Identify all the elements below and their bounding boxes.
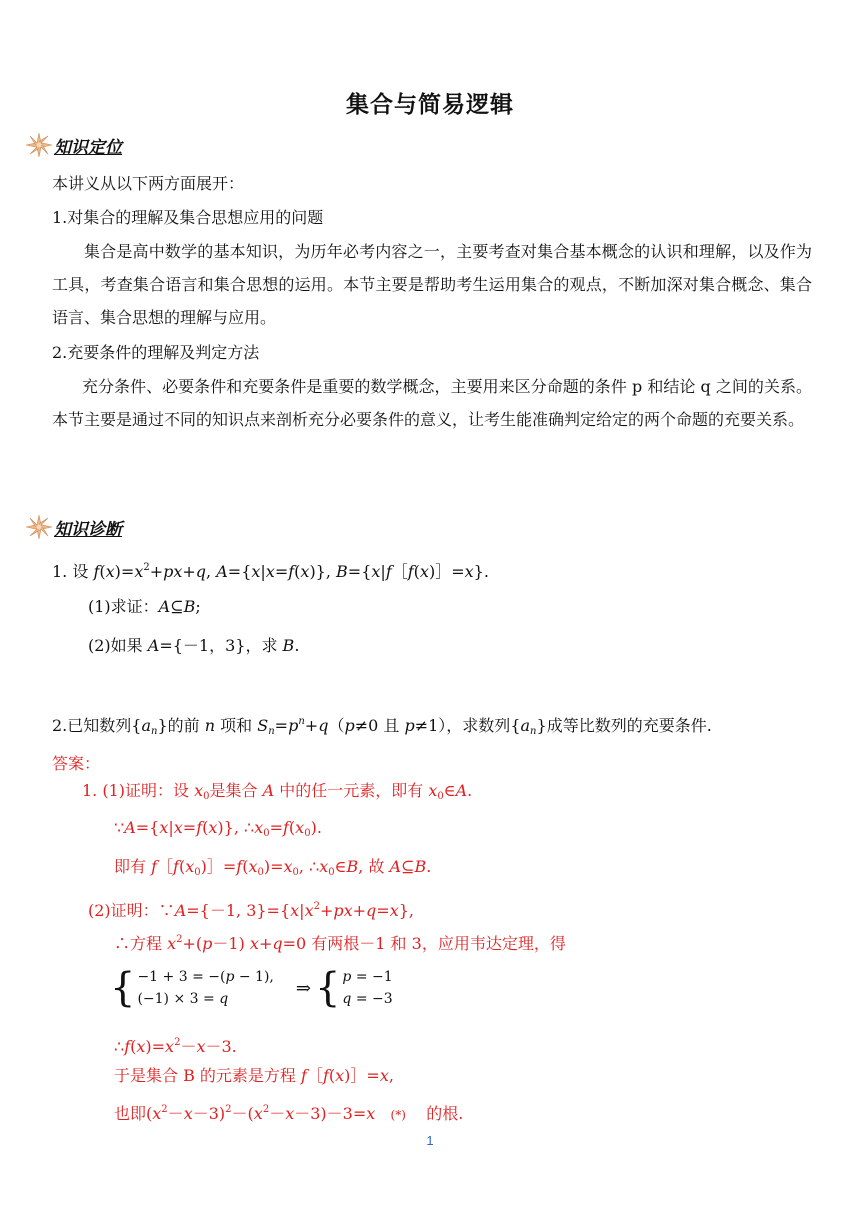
question-1-part-1: (1)求证：A⊆B; [88, 597, 201, 616]
section-title: 知识诊断 [54, 519, 122, 540]
section-title: 知识定位 [54, 137, 122, 158]
intro-lead: 本讲义从以下两方面展开： [52, 174, 245, 193]
sparkle-icon [24, 132, 54, 158]
answer-1-line-1: 1. (1)证明：设 $x_0$是集合 A 中的任一元素，即有 $x_0\in A$. [82, 781, 473, 802]
answer-1-line-3: 即有 $f[f(x_0)]=f(x_0)=x_0$, $\therefore x_0\in B$, 故 A⊆B. [114, 857, 432, 878]
answer-2-line-1: (2)证明：∵A={－1, $3\}=\{x|x^2+px+q=x\}$, [88, 901, 414, 920]
answer-2-line-2: ∴方程 $x^2+(p-1)$ x+q=0 有两根－1 和 3，应用韦达定理，得 [114, 934, 566, 953]
page-number: 1 [426, 1133, 434, 1148]
intro-item1-title: 1.对集合的理解及集合思想应用的问题 [52, 208, 324, 227]
answer-1-line-2: ∵A={x|x=f(x)}, $\therefore x_0=f(x_0)$. [114, 818, 322, 839]
question-2: 2.已知数列$\{a_n\}$的前 n 项和 $S_n=p^n+q(p\ne 0$ 且 p≠1），求数列$\{a_n\}$成等比数列的充要条件. [52, 716, 712, 737]
section-heading-knowledge-diagnosis [24, 514, 122, 540]
sparkle-icon [24, 514, 54, 540]
page-title: 集合与简易逻辑 [346, 92, 514, 118]
equation-system: { −1 + 3 = −(p − 1), (−1) × 3 = q ⇒ { p = −1 q = −3 [110, 965, 393, 1011]
intro-item2-title: 2.充要条件的理解及判定方法 [52, 343, 260, 362]
intro-item1-body: 集合是高中数学的基本知识，为历年必考内容之一，主要考查对集合基本概念的认识和理解，以及作为工具，考查集合语言和集合思想的运用。本节主要是帮助考生运用集合的观点，不断加深对集合概念、集合语言、集合思想的理解与应用。 [52, 242, 812, 327]
intro-item2-body: 充分条件、必要条件和充要条件是重要的数学概念，主要用来区分命题的条件 p 和结论 q 之间的关系。本节主要是通过不同的知识点来剖析充分必要条件的意义，让考生能准确判定给定的两个命题的充要关系。 [52, 377, 812, 429]
section-heading-knowledge-position [24, 132, 122, 158]
question-1-part-2: (2)如果 A={－1，3}，求 B. [88, 636, 300, 655]
question-1: 1. 设 $f(x)=x^2+px+q$, A={x|x=f(x)}, B={x|f［f(x)］=x}. [52, 562, 489, 581]
answer-2-line-3: $\therefore f(x)=x^2-x-3$. [114, 1037, 237, 1056]
answer-2-line-4: 于是集合 B 的元素是方程 f［f(x)］=x, [114, 1066, 394, 1085]
answer-label: 答案： [52, 754, 101, 773]
answer-2-line-5: 也即$(x^2-x-3)^2-(x^2-x-3)-3=x$ (*) 的根. [114, 1104, 464, 1123]
